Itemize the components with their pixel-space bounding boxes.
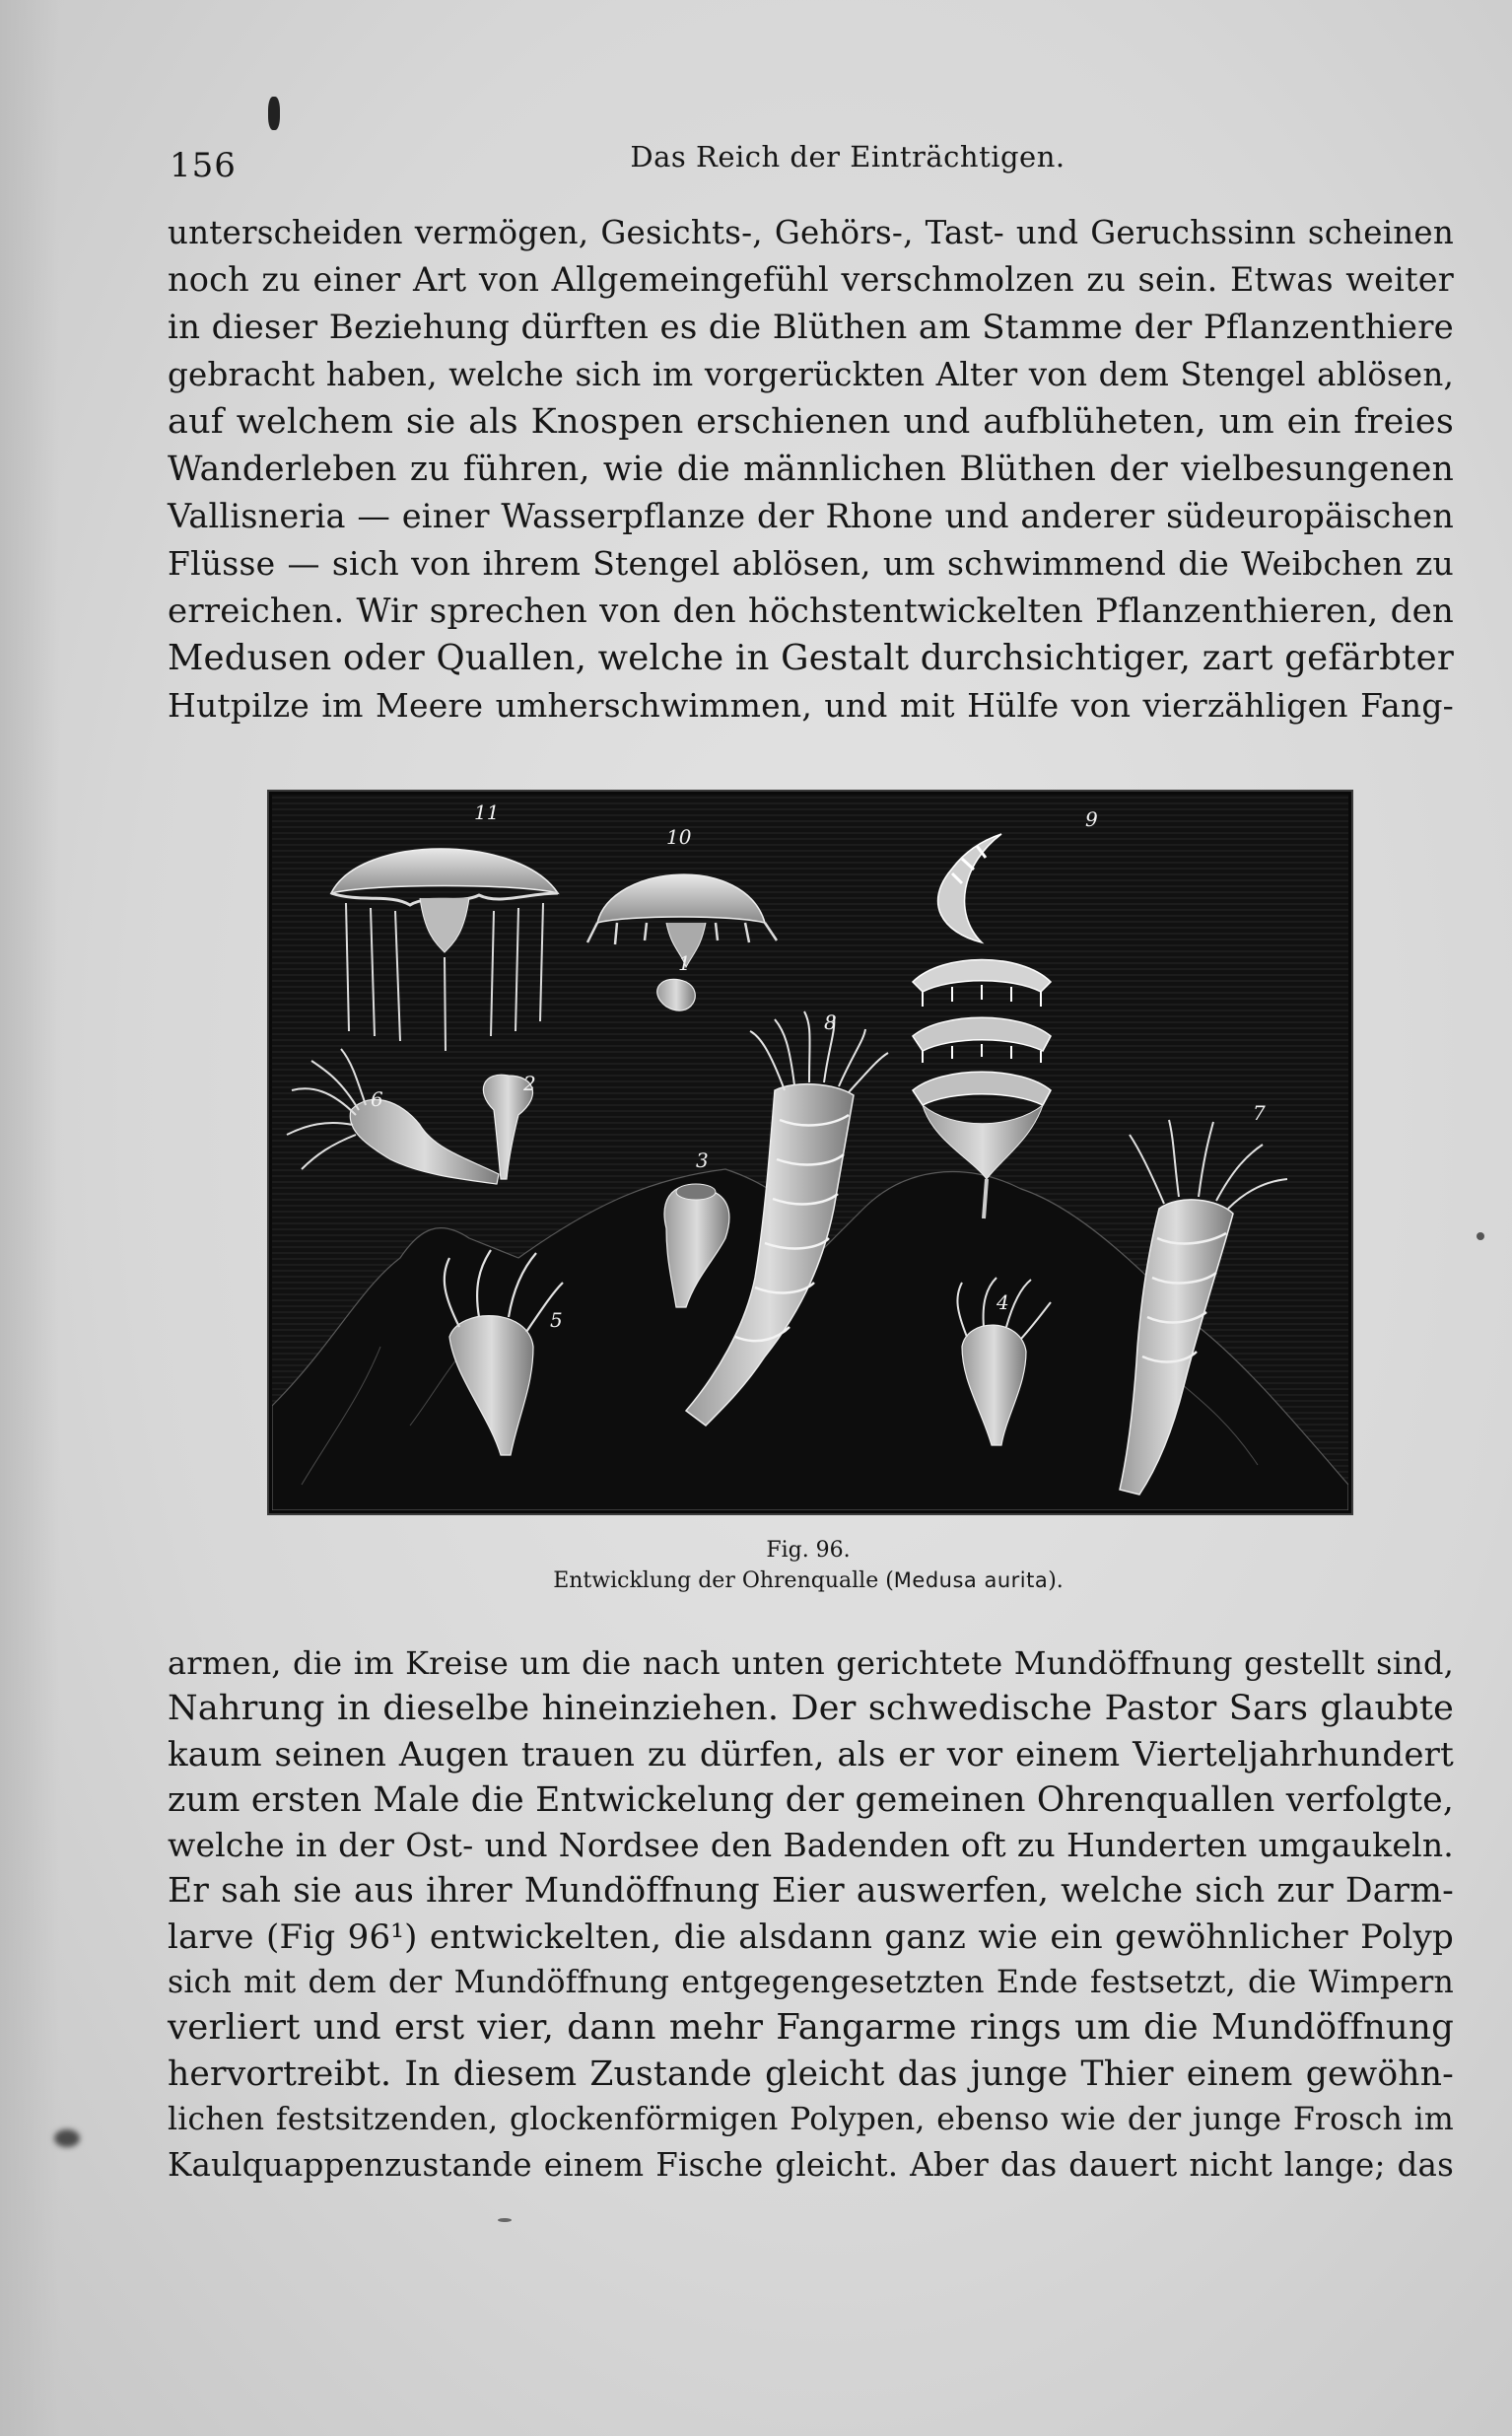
text-line: larve (Fig 96¹) entwickelten, die alsdann ganz wie ein gewöhnlicher Polyp [168,1916,1454,1957]
text-line: Vallisneria — einer Wasserpflanze der Rhone und anderer südeuropäischen [168,497,1454,535]
text-line: kaum seinen Augen trauen zu dürfen, als er vor einem Vierteljahrhundert [168,1734,1454,1775]
text-line: lichen festsitzenden, glockenförmigen Polypen, ebenso wie der junge Frosch im [168,2101,1454,2137]
text-line: zum ersten Male die Entwickelung der gemeinen Ohrenquallen verfolgte, [168,1779,1454,1820]
text-line: Nahrung in dieselbe hineinziehen. Der schwedische Pastor Sars glaubte [168,1689,1454,1729]
text-line: erreichen. Wir sprechen von den höchstentwickelten Pflanzenthieren, den [168,592,1454,631]
fig-label-9: 9 [1085,807,1098,831]
ink-speck [498,2218,512,2222]
body-text-bottom [168,1640,1454,2189]
text-line: in dieser Beziehung dürften es die Blüthen am Stamme der Pflanzenthiere [168,308,1454,347]
text-line: verliert und erst vier, dann mehr Fangarme rings um die Mundöffnung [168,2007,1454,2049]
figure-title [434,1566,1183,1596]
fig-label-11: 11 [474,800,500,824]
fig-label-4: 4 [997,1290,1009,1314]
medusa-development-illustration [269,792,1351,1513]
page-number: 156 [170,146,237,185]
engraving [272,795,1348,1510]
running-title: Das Reich der Einträchtigen. [630,140,1065,174]
gutter-shadow [0,0,59,2436]
text-line: Er sah sie aus ihrer Mundöffnung Eier auswerfen, welche sich zur Darm- [168,1871,1454,1912]
caption-close: ). [1048,1568,1064,1593]
fig-label-2: 2 [523,1072,536,1095]
text-line: gebracht haben, welche sich im vorgerückten Alter von dem Stengel ablösen, [168,356,1454,393]
text-line: Wanderleben zu führen, wie die männlichen Blüthen der vielbesungenen [168,450,1454,489]
text-line: welche in der Ost- und Nordsee den Badenden oft zu Hunderten umgaukeln. [168,1826,1454,1865]
body-text-top [168,209,1454,730]
fig-label-1: 1 [678,951,691,975]
ink-speck [1477,1232,1484,1240]
caption-text: Entwicklung der Ohrenqualle ( [553,1568,894,1593]
ink-speck [54,2129,80,2147]
fig-label-7: 7 [1253,1101,1266,1125]
text-line: armen, die im Kreise um die nach unten gerichtete Mundöffnung gestellt sind, [168,1644,1454,1682]
text-line: auf welchem sie als Knospen erschienen und aufblüheten, um ein freies [168,402,1454,442]
text-line: Hutpilze im Meere umherschwimmen, und mit Hülfe von vierzähligen Fang- [168,686,1454,725]
fig-label-8: 8 [824,1010,837,1034]
caption-latin-name: Medusa aurita [893,1568,1049,1592]
fig-label-5: 5 [550,1308,563,1332]
text-line: Kaulquappenzustande einem Fische gleicht. Aber das dauert nicht lange; das [168,2146,1454,2185]
figure-number: Fig. 96. [766,1538,851,1563]
text-line: Flüsse — sich von ihrem Stengel ablösen, um schwimmend die Weibchen zu [168,544,1454,583]
fig-label-3: 3 [696,1148,709,1172]
text-line: Medusen oder Quallen, welche in Gestalt durchsichtiger, zart gefärbter [168,638,1454,678]
text-line: noch zu einer Art von Allgemeingefühl verschmolzen zu sein. Etwas weiter [168,260,1454,299]
fig-label-6: 6 [371,1087,383,1111]
ink-speck [268,97,280,130]
fig-label-10: 10 [666,825,692,849]
text-line: hervortreibt. In diesem Zustande gleicht das junge Thier einem gewöhn- [168,2053,1454,2094]
text-line: unterscheiden vermögen, Gesichts-, Gehörs-, Tast- und Geruchssinn scheinen [168,214,1454,251]
text-line: sich mit dem der Mundöffnung entgegengesetzten Ende festsetzt, die Wimpern [168,1965,1454,2001]
figure-caption [434,1536,1183,1596]
